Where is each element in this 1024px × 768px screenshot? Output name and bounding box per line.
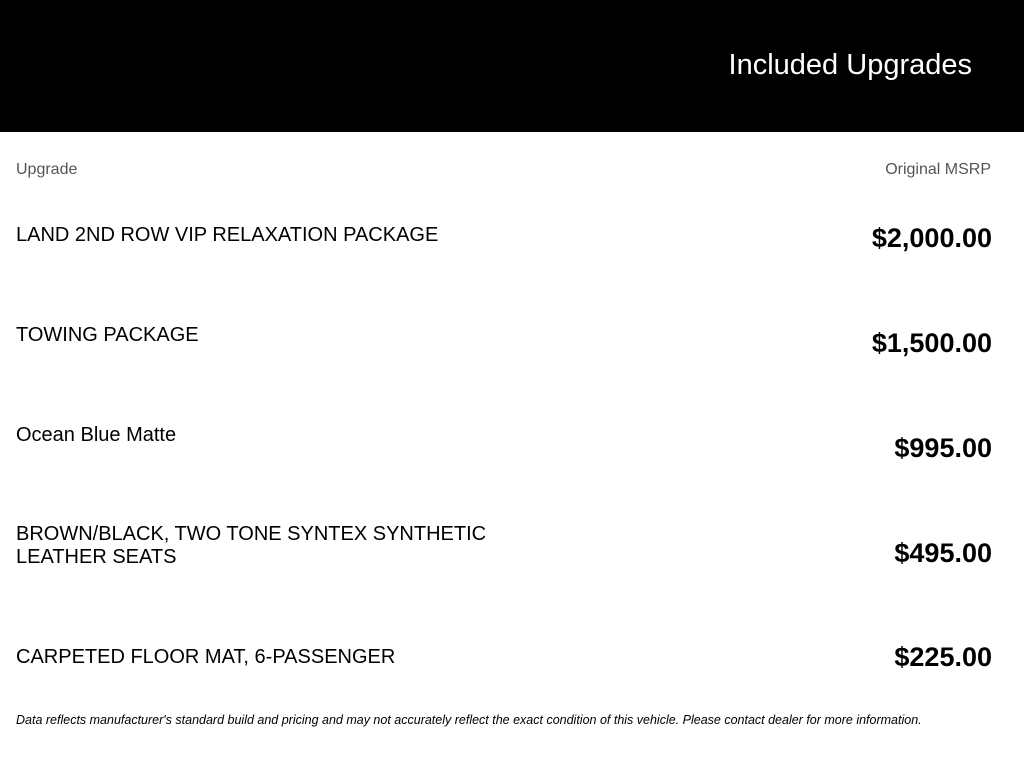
upgrade-price: $225.00	[894, 642, 992, 672]
upgrade-price: $495.00	[894, 538, 992, 568]
column-header-original-msrp: Original MSRP	[885, 161, 991, 178]
upgrade-price: $1,500.00	[871, 328, 992, 358]
column-header-upgrade: Upgrade	[16, 161, 78, 178]
upgrade-name: CARPETED FLOOR MAT, 6-PASSENGER	[16, 646, 396, 668]
upgrade-name: TOWING PACKAGE	[16, 324, 199, 346]
upgrade-row	[16, 322, 992, 422]
upgrade-row	[16, 522, 992, 622]
disclaimer-text: Data reflects manufacturer's standard build and pricing and may not accurately reflect the exact condition of this vehicle. Please contact dealer for more information.	[16, 713, 922, 727]
upgrade-name: LAND 2ND ROW VIP RELAXATION PACKAGE	[16, 224, 439, 246]
page-title: Included Upgrades	[728, 49, 972, 81]
upgrade-row	[16, 622, 992, 722]
upgrade-price: $2,000.00	[871, 223, 992, 253]
upgrade-name: BROWN/BLACK, TWO TONE SYNTEX SYNTHETIC LEATHER SEATS	[16, 523, 487, 568]
page-header	[0, 0, 1024, 132]
upgrade-row	[16, 222, 992, 322]
upgrade-name: Ocean Blue Matte	[16, 424, 177, 446]
upgrade-row	[16, 422, 992, 522]
upgrade-price: $995.00	[894, 433, 992, 463]
